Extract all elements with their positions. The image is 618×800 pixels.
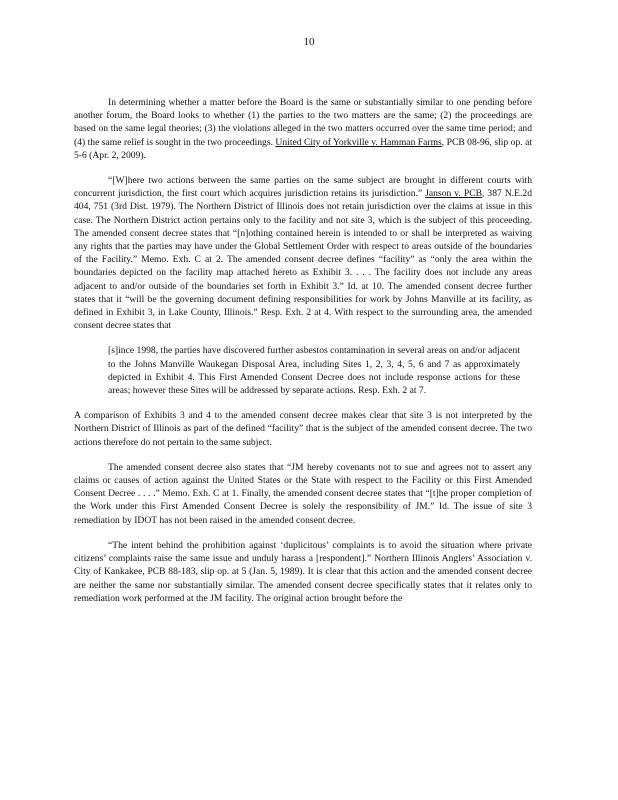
body-text	[74, 96, 532, 617]
paragraph-covenant: The amended consent decree also states that “JM hereby covenants not to sue and agrees not to assert any claims or causes of action against the United States or the State with respect to the Facility or this First Amended Consent Decree . . . .” Memo. Exh. C at 1. Finally, the amended consent decree states that “[t]he proper completion of the Work under this First Amended Consent Decree is solely the responsibility of JM.” Id. The issue of site 3 remediation by IDOT has not been raised in the amended consent decree.	[74, 461, 532, 526]
case-citation-janson: Janson v. PCB	[425, 188, 483, 200]
paragraph-text: In determining whether a matter before the Board is the same or substantially similar to one pending before another forum, the Board looks to whether (1) the parties to the two matters are the same; (2) the proceedings are based on the same legal theories; (3) the violations alleged in the two matters occurred over the same time period; and (4) the same relief is sought in the two proceedings.	[74, 97, 532, 148]
paragraph-tail: , PCB 88-183, slip op. at 5 (Jan. 5, 1989). It is clear that this action and the amended consent decree are neither the same nor substantially similar. The amended consent decree specifically states that it relates only to remediation work performed at the JM facility. The original action brought before the	[74, 566, 532, 604]
page-number: 10	[303, 36, 315, 48]
case-citation-yorkville: United City of Yorkville v. Hamman Farms	[275, 136, 442, 148]
block-quote: [s]ince 1998, the parties have discovered further asbestos contamination in several areas on and/or adjacent to the Johns Manville Waukegan Disposal Area, including Sites 1, 2, 3, 4, 5, 6 and 7 as approximately depicted in Exhibit 4. This First Amended Consent Decree does not include response actions for these areas; however these Sites will be addressed by separate actions. Resp. Exh. 2 at 7.	[108, 345, 520, 397]
paragraph-standard-test	[74, 96, 532, 162]
paragraph-jurisdiction	[74, 174, 532, 332]
paragraph-tail: , 387 N.E.2d 404, 751 (3rd Dist. 1979). The Northern District of Illinois does not retain jurisdiction over the claims at issue in this case. The Northern District action pertains only to the facility and not site 3, which is the subject of this proceeding. The amended consent decree states that “[n]othing contained herein is intended to or shall be interpreted as waiving any rights that the parties may have under the Global Settlement Order with respect to areas outside of the boundaries of the Facility.” Memo. Exh. C at 2. The amended consent decree defines “facility” as “only the area within the boundaries depicted on the facility map attached hereto as Exhibit 3. . . . The facility does not include any areas adjacent to and/or outside of the boundaries set forth in Exhibit 3.” Id. at 10. The amended consent decree further states that it “will be the governing document defining responsibilities for work by Johns Manville at its facility, as defined in Exhibit 3, in Lake County, Illinois.” Resp. Exh. 2 at 4. With respect to the surrounding area, the amended consent decree states that	[74, 188, 532, 332]
paragraph-text: “The intent behind the prohibition against ‘duplicitous’ complaints is to avoid the situation where private citizens’ complaints raise the same issue and unduly harass a [respondent].” Northern Illinois Anglers’ Association v. City of Kankakee	[74, 539, 532, 578]
paragraph-tail: , PCB 08-96, slip op. at 5-6 (Apr. 2, 2009).	[74, 136, 532, 161]
paragraph-text: “[W]here two actions between the same parties on the same subject are brought in different courts with concurrent jurisdiction, the first court which acquires jurisdiction retains its jurisdiction.”	[74, 175, 532, 200]
paragraph-duplicitous	[74, 539, 532, 605]
paragraph-comparison: A comparison of Exhibits 3 and 4 to the amended consent decree makes clear that site 3 is not interpreted by the Northern District of Illinois as part of the defined “facility” that is the subject of the amended consent decree. The two actions therefore do not pertain to the same subject.	[74, 410, 532, 448]
